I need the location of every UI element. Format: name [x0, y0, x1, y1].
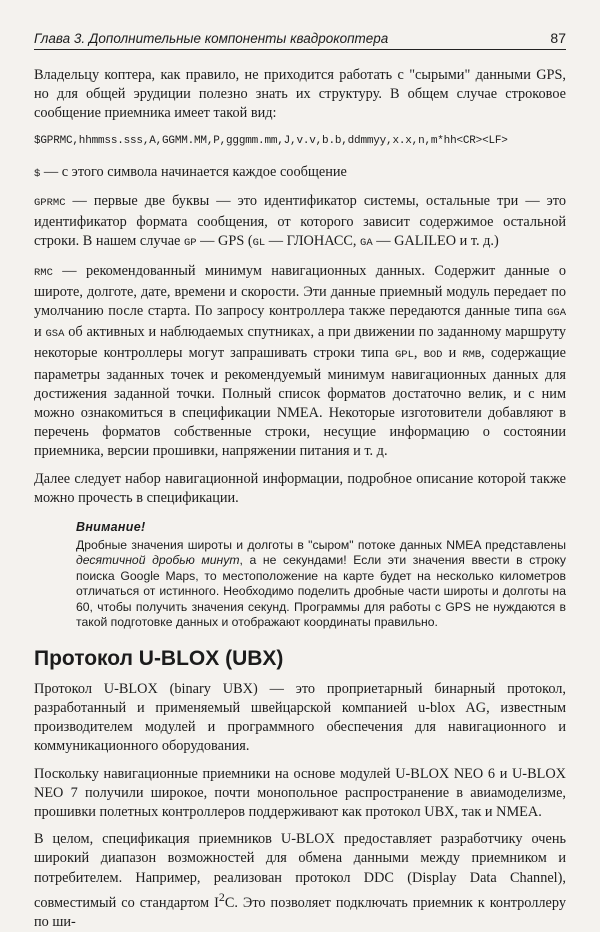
note-text-1: Дробные значения широты и долготы в "сыром" потоке данных NMEA представлены: [76, 537, 566, 552]
section-heading: Протокол U-BLOX (UBX): [34, 646, 284, 670]
gprmc-text-4: — GALILEO и т. д.): [372, 233, 499, 250]
section-paragraph-3-part-b: C. Это позволяет подключать приемник к контроллеру по ши-: [34, 894, 566, 930]
section-paragraph-2: Поскольку навигационные приемники на основе модулей U-BLOX NEO 6 и U-BLOX NEO 7 получили широкое, почти монопольное распространение в авиамоделизме, прошивки полетных контроллеров поддерживают как протокол UBX, так и NMEA.: [34, 765, 566, 820]
note-text-2: , а не секундами! Если эти значения ввести в строку поиска Google Maps, то местоположение на карте будет на несколько километров отличаться от истинного. Необходимо поделить дробные части широты и долготы на 60, чтобы получить значения секунд. Программы для работы с GPS не нуждаются в такой подготовке данных и отображают координаты правильно.: [76, 553, 566, 630]
section-paragraph-3-part-a: В целом, спецификация приемников U-BLOX предоставляет разработчику очень широкий диапазон возможностей для обмена данными между приемником и потребителем. Например, реализован протокол DDC (Display Data Channel), совместимый со стандартом I: [34, 831, 566, 911]
page-number: 87: [550, 30, 566, 46]
rmc-text-4: ,: [413, 345, 424, 362]
chapter-title: Глава 3. Дополнительные компоненты квадрокоптера: [34, 31, 389, 46]
section-paragraph-1: Протокол U-BLOX (binary UBX) — это проприетарный бинарный протокол, разработанный и применяемый швейцарской компанией u-blox AG, известным производителем модулей и программного обеспечения для навигационного и коммуникационного оборудования.: [34, 680, 566, 755]
code-bod: BOD: [423, 349, 443, 362]
code-gl: GL: [252, 237, 266, 250]
code-rmb: RMB: [462, 349, 482, 362]
code-rmc: RMC: [34, 266, 53, 279]
rmc-text-3: об активных и наблюдаемых спутниках, а при движении по заданному маршруту некоторые контроллеры могут запрашивать строки типа: [34, 324, 566, 362]
gprmc-text-2: — GPS (: [196, 233, 253, 250]
page-body: [34, 66, 566, 932]
rmc-text-5: и: [442, 345, 463, 362]
gprmc-item: [34, 192, 566, 254]
note-title: Внимание!: [76, 520, 146, 535]
code-gsa: GSA: [45, 328, 65, 341]
gprmc-text-1: — первые две буквы — это идентификатор системы, остальные три — это идентификатор формата сообщения, от которого зависит содержимое остальной строки. В нашем случае: [34, 193, 566, 250]
rmc-text-1: — рекомендованный минимум навигационных данных. Содержит данные о широте, долготе, дате, времени и скорости. Эти данные приемный модуль передает по умолчанию после старта. По запросу контроллера также передаются данные типа: [34, 262, 566, 320]
code-gpl: GPL: [394, 349, 414, 362]
nmea-format-line: $GPRMC,hhmmss.sss,A,GGMM.MM,P,gggmm.mm,J,v.v,b.b,ddmmyy,x.x,n,m*hh<CR><LF>: [34, 134, 508, 147]
code-gprmc: GPRMC: [34, 197, 66, 210]
closing-paragraph: Далее следует набор навигационной информации, подробное описание которой также можно прочесть в спецификации.: [34, 470, 566, 506]
dollar-item: [34, 163, 566, 184]
code-gga: GGA: [547, 307, 566, 320]
code-ga: GA: [360, 237, 373, 250]
rmc-item: [34, 262, 566, 462]
superscript-2: 2: [218, 889, 225, 904]
rmc-text-6: , содержащие параметры заданных точек и рекомендуемый минимум навигационных данных для достижения заданной точки. Полный список форматов достаточно велик, и с ним можно ознакомиться в спецификации NMEA. Некоторые изготовители добавляют в перечень форматов собственные строки, несущие информацию о состоянии приемника, версии прошивки, напряжении питания и т. д.: [34, 345, 566, 460]
intro-paragraph: Владельцу коптера, как правило, не приходится работать с "сырыми" данными GPS, но для общей эрудиции полезно знать их структуру. В общем случае строковое сообщение приемника имеет такой вид:: [34, 67, 566, 122]
section-paragraph-3: [34, 830, 566, 932]
note-emphasis: десятичной дробью минут: [76, 553, 240, 568]
running-head: [34, 30, 566, 50]
gprmc-text-3: — ГЛОНАСС,: [265, 233, 361, 250]
dollar-item-text: — с этого символа начинается каждое сообщение: [40, 163, 347, 180]
note-text: [76, 538, 566, 631]
code-dollar: $: [34, 167, 41, 180]
rmc-text-2: и: [34, 324, 46, 341]
code-gp: GP: [183, 237, 197, 250]
warning-note: [76, 520, 566, 631]
